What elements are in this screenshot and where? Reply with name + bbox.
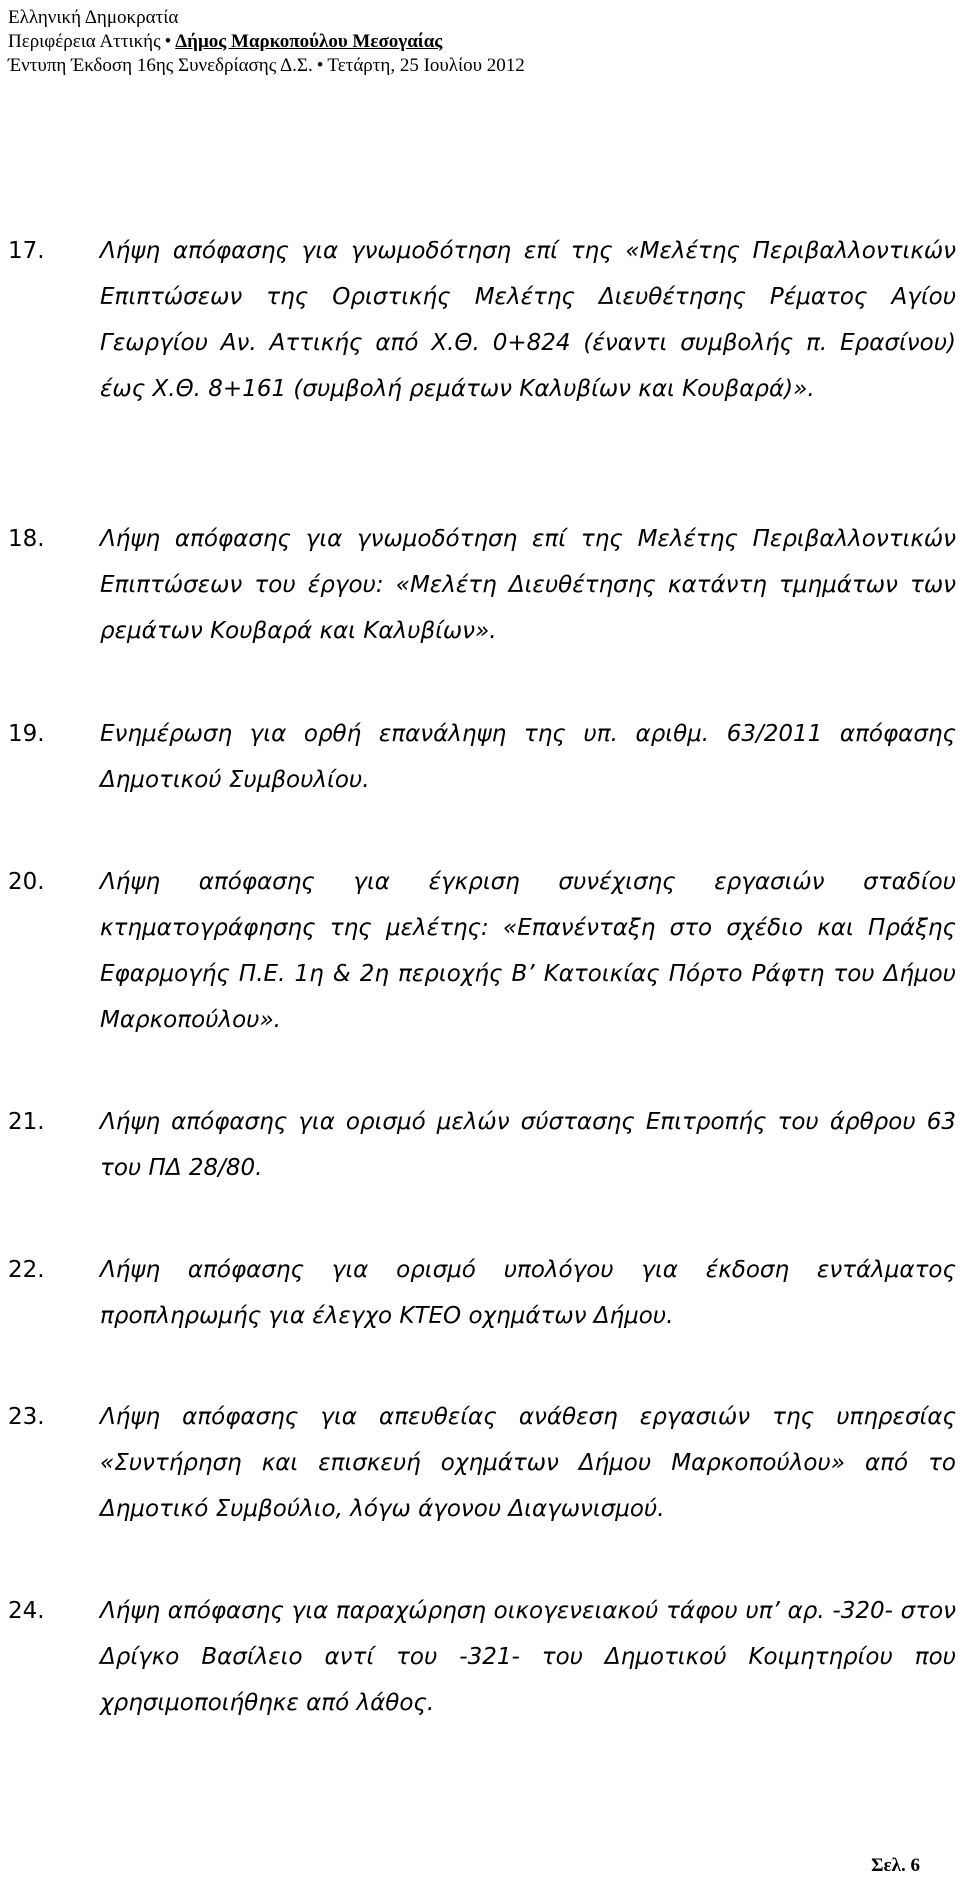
header-session: Έντυπη Έκδοση 16ης Συνεδρίασης Δ.Σ.: [8, 55, 313, 76]
agenda-item-number: 23.: [8, 1404, 45, 1430]
bullet-icon: •: [164, 31, 172, 52]
agenda-item-number: 17.: [8, 238, 45, 264]
agenda-item-text: Λήψη απόφασης για γνωμοδότηση επί της «Μελέτης Περιβαλλοντικών Επιπτώσεων της Οριστικής Μελέτης Διευθέτησης Ρέματος Αγίου Γεωργίου Αν. Αττικής από Χ.Θ. 0+824 (έναντι συμβολής π. Ερασίνου) έως Χ.Θ. 8+161 (συμβολή ρεμάτων Καλυβίων και Κουβαρά)».: [100, 238, 956, 402]
agenda-item-number: 19.: [8, 721, 45, 747]
document-header: [8, 6, 525, 78]
page-number: Σελ. 6: [871, 1855, 920, 1876]
bullet-icon: •: [316, 55, 324, 76]
agenda-item-number: 20.: [8, 869, 45, 895]
header-session-line: [8, 54, 525, 78]
header-date: Τετάρτη, 25 Ιουλίου 2012: [327, 55, 525, 76]
agenda-item-text: Λήψη απόφασης για παραχώρηση οικογενειακού τάφου υπ’ αρ. -320- στον Δρίγκο Βασίλειο αντί του -321- του Δημοτικού Κοιμητηρίου που χρησιμοποιήθηκε από λάθος.: [100, 1598, 956, 1716]
header-region: Περιφέρεια Αττικής: [8, 31, 161, 52]
header-republic: Ελληνική Δημοκρατία: [8, 7, 179, 28]
agenda-item-number: 18.: [8, 526, 45, 552]
agenda-item-number: 21.: [8, 1109, 45, 1135]
agenda-item-number: 24.: [8, 1598, 45, 1624]
agenda-item-text: Λήψη απόφασης για έγκριση συνέχισης εργασιών σταδίου κτηματογράφησης της μελέτης: «Επανένταξη στο σχέδιο και Πράξης Εφαρμογής Π.Ε. 1η & 2η περιοχής Β’ Κατοικίας Πόρτο Ράφτη του Δήμου Μαρκοπούλου».: [100, 869, 956, 1033]
agenda-item-text: Λήψη απόφασης για ορισμό μελών σύστασης Επιτροπής του άρθρου 63 του ΠΔ 28/80.: [100, 1109, 956, 1181]
agenda-item-number: 22.: [8, 1257, 45, 1283]
agenda-item-text: Λήψη απόφασης για γνωμοδότηση επί της Μελέτης Περιβαλλοντικών Επιπτώσεων του έργου: «Μελέτη Διευθέτησης κατάντη τμημάτων των ρεμάτων Κουβαρά και Καλυβίων».: [100, 526, 956, 644]
agenda-item-text: Λήψη απόφασης για ορισμό υπολόγου για έκδοση εντάλματος προπληρωμής για έλεγχο ΚΤΕΟ οχημάτων Δήμου.: [100, 1257, 956, 1329]
agenda-item-text: Ενημέρωση για ορθή επανάληψη της υπ. αριθμ. 63/2011 απόφασης Δημοτικού Συμβουλίου.: [100, 721, 956, 793]
header-region-line: [8, 30, 525, 54]
agenda-item-text: Λήψη απόφασης για απευθείας ανάθεση εργασιών της υπηρεσίας «Συντήρηση και επισκευή οχημάτων Δήμου Μαρκοπούλου» από το Δημοτικό Συμβούλιο, λόγω άγονου Διαγωνισμού.: [100, 1404, 956, 1522]
header-municipality: Δήμος Μαρκοπούλου Μεσογαίας: [175, 31, 443, 52]
